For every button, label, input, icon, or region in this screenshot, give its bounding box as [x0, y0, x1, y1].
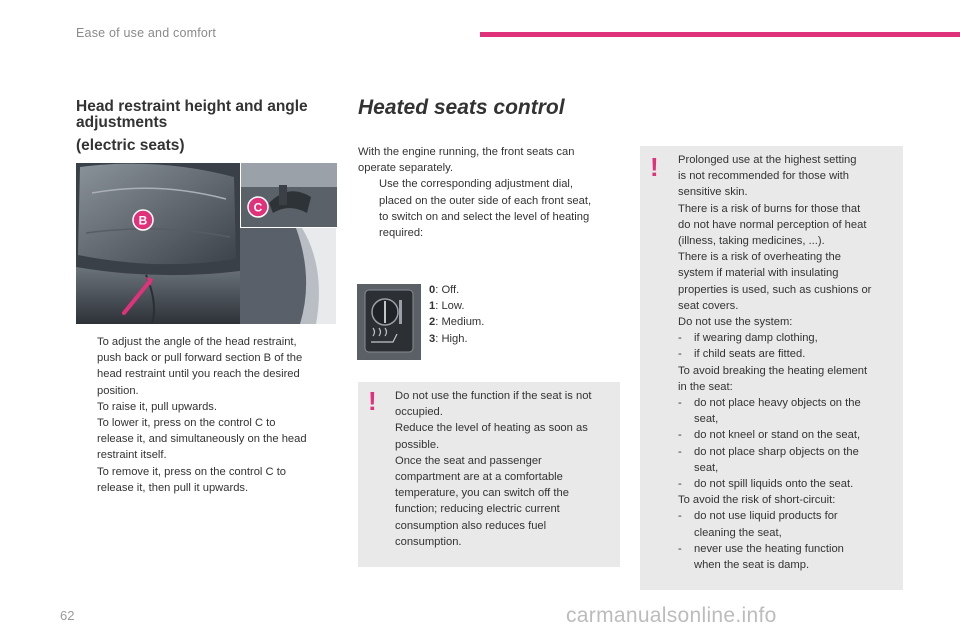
level-label: : High. [435, 332, 468, 345]
dash-symbol: - [678, 445, 682, 458]
heated-seats-heading: Heated seats control [358, 96, 565, 119]
right-warning-box [640, 146, 903, 590]
warning-line-text: if child seats are fitted. [694, 348, 806, 361]
warning-line-text: There is a risk of overheating the [678, 251, 841, 264]
warning-line [678, 265, 902, 281]
warning-line-text: (illness, taking medicines, ...). [678, 235, 825, 248]
dash-symbol: - [678, 429, 682, 442]
warning-line: consumption also reduces fuel [395, 519, 547, 532]
level-item [429, 314, 484, 330]
instruction-text: to switch on and select the level of heating [379, 210, 590, 223]
warning-line-text: cleaning the seat, [694, 526, 782, 539]
warning-line-text: do not place heavy objects on the [694, 397, 861, 410]
control-c-inset-photo [240, 163, 337, 228]
warning-line: function; reducing electric current [395, 503, 560, 516]
warning-line [678, 411, 902, 427]
warning-line-text: in the seat: [678, 380, 733, 393]
warning-line: Do not use the function if the seat is not [395, 390, 592, 402]
instruction-text: required: [379, 227, 424, 240]
warning-line-text: There is a risk of burns for those that [678, 202, 861, 215]
warning-line: Once the seat and passenger [395, 454, 542, 467]
warning-line [678, 395, 902, 411]
middle-warning-box [358, 382, 620, 567]
warning-line: temperature, you can switch off the [395, 487, 569, 500]
bullet-symbol [76, 415, 97, 431]
instruction-text: To lower it, press on the control C to [97, 417, 276, 430]
instruction-text: placed on the outer side of each front seat, [379, 194, 592, 207]
bullet-symbol [358, 176, 379, 192]
header-accent-bar [480, 32, 960, 37]
label-c: C [253, 200, 263, 215]
warning-line [678, 330, 902, 346]
instruction-item [76, 415, 338, 464]
warning-line-text: To avoid the risk of short-circuit: [678, 494, 836, 507]
heated-seats-intro [358, 144, 620, 241]
instruction-text: restraint itself. [97, 449, 167, 462]
warning-line [678, 541, 902, 557]
level-key: 0 [429, 284, 436, 296]
instruction-item [76, 399, 338, 415]
level-item [429, 282, 484, 298]
bullet-symbol [76, 464, 97, 480]
warning-line [678, 508, 902, 524]
page-header-title: Ease of use and comfort [76, 26, 217, 40]
intro-text: operate separately. [358, 162, 453, 175]
instruction-text: To remove it, press on the control C to [97, 465, 287, 478]
warning-line-text: do not spill liquids onto the seat. [694, 478, 854, 491]
warning-line [678, 525, 902, 541]
warning-text [395, 388, 617, 550]
warning-line-text: system if material with insulating [678, 267, 839, 280]
heading-line: adjustments [76, 114, 168, 131]
heating-level-list [429, 282, 484, 347]
warning-line: Reduce the level of heating as soon as [395, 422, 588, 435]
level-item [429, 331, 484, 347]
warning-icon: ! [650, 152, 659, 182]
warning-line-text: never use the heating function [694, 542, 844, 555]
watermark: carmanualsonline.info [566, 604, 777, 627]
dash-symbol: - [678, 348, 682, 361]
level-label: : Low. [435, 300, 465, 313]
level-key: 3 [429, 332, 436, 345]
instruction-text: release it, and simultaneously on the head [97, 433, 307, 446]
instruction-text: To raise it, pull upwards. [97, 400, 218, 413]
warning-line [678, 184, 902, 200]
warning-line [678, 379, 902, 395]
level-key: 2 [429, 316, 436, 329]
warning-line-text: seat, [694, 461, 719, 474]
head-restraint-instructions [76, 334, 338, 496]
level-label: : Off. [435, 284, 460, 296]
level-key: 1 [429, 300, 436, 313]
instruction-text: head restraint until you reach the desired [97, 368, 300, 381]
warning-line [678, 152, 902, 168]
warning-line-text: Prolonged use at the highest setting [678, 154, 857, 166]
instruction-item [76, 464, 338, 496]
warning-line-text: sensitive skin. [678, 186, 748, 199]
warning-line [678, 298, 902, 314]
instruction-text: Use the corresponding adjustment dial, [379, 178, 574, 191]
level-item [429, 298, 484, 314]
warning-line-text: when the seat is damp. [694, 559, 810, 572]
warning-line-text: To avoid breaking the heating element [678, 364, 868, 377]
warning-line [678, 346, 902, 362]
warning-line [678, 201, 902, 217]
dash-symbol: - [678, 332, 682, 345]
warning-text [678, 152, 902, 573]
warning-line [678, 233, 902, 249]
page-number: 62 [60, 608, 75, 623]
warning-line [678, 314, 902, 330]
warning-line [678, 476, 902, 492]
warning-line-text: do not kneel or stand on the seat, [694, 429, 861, 442]
dash-symbol: - [678, 478, 682, 491]
warning-line-text: properties is used, such as cushions or [678, 283, 872, 296]
seat-side-photo [240, 228, 336, 324]
warning-line: possible. [395, 438, 440, 451]
warning-line: compartment are at a comfortable [395, 471, 563, 484]
bullet-symbol [76, 399, 97, 415]
dash-symbol: - [678, 510, 682, 523]
instruction-item [76, 334, 338, 399]
warning-line [678, 492, 902, 508]
warning-icon: ! [368, 386, 377, 416]
warning-line: consumption. [395, 535, 462, 548]
warning-line-text: if wearing damp clothing, [694, 332, 818, 345]
warning-line [678, 217, 902, 233]
level-label: : Medium. [435, 316, 485, 329]
instruction-text: position. [97, 384, 139, 397]
warning-line [678, 444, 902, 460]
heating-dial-image [357, 284, 421, 360]
warning-line-text: do not use liquid products for [694, 510, 838, 523]
warning-line [678, 557, 902, 573]
head-restraint-subheading: (electric seats) [76, 137, 185, 154]
warning-line-text: Do not use the system: [678, 316, 793, 329]
bullet-symbol [76, 334, 97, 350]
warning-line-text: seat, [694, 413, 719, 426]
instruction-text: To adjust the angle of the head restraint, [97, 336, 297, 348]
intro-text: With the engine running, the front seats can [358, 146, 575, 158]
warning-line [678, 249, 902, 265]
dash-symbol: - [678, 397, 682, 410]
warning-line-text: do not place sharp objects on the [694, 445, 859, 458]
instruction-text: push back or pull forward section B of the [97, 352, 303, 365]
warning-line-text: do not have normal perception of heat [678, 218, 867, 231]
warning-line [678, 168, 902, 184]
warning-line [678, 427, 902, 443]
instruction-text: release it, then pull it upwards. [97, 481, 249, 494]
dash-symbol: - [678, 542, 682, 555]
heading-line: Head restraint height and angle [76, 98, 308, 115]
warning-line [678, 282, 902, 298]
warning-line-text: is not recommended for those with [678, 170, 850, 183]
head-restraint-heading [76, 99, 336, 131]
warning-line-text: seat covers. [678, 299, 739, 312]
head-restraint-photo [76, 163, 240, 324]
warning-line [678, 363, 902, 379]
warning-line [678, 460, 902, 476]
warning-line: occupied. [395, 406, 443, 419]
label-b: B [138, 213, 148, 228]
